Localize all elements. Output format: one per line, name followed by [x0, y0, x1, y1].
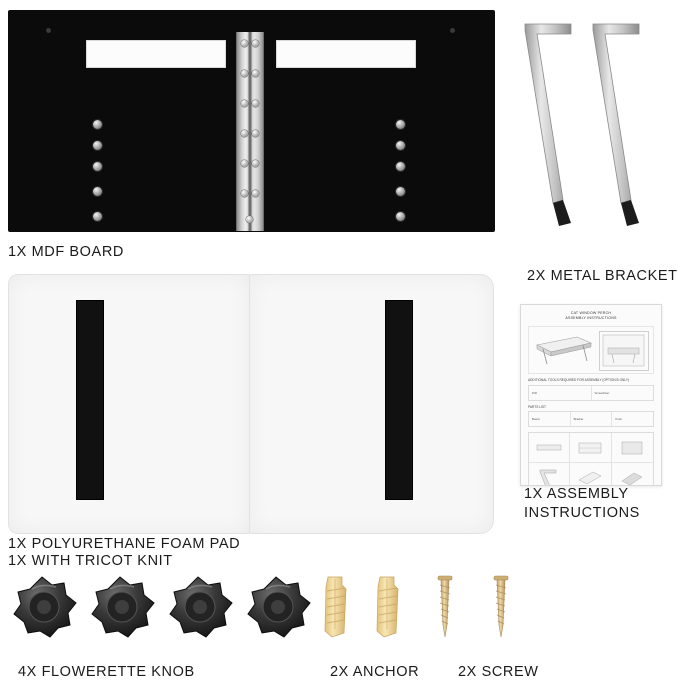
hinge-screw	[252, 160, 259, 167]
instructions-title-line2: ASSEMBLY INSTRUCTIONS	[565, 316, 617, 320]
screw-label: 2X SCREW	[458, 664, 539, 680]
hinge-screw	[252, 70, 259, 77]
instructions-step	[570, 463, 611, 486]
hinge-screw	[252, 100, 259, 107]
metal-bracket-label: 2X METAL BRACKET	[527, 268, 678, 284]
board-screw	[93, 141, 102, 150]
hardware-row	[0, 575, 679, 645]
hinge-screw	[241, 100, 248, 107]
mdf-board-label: 1X MDF BOARD	[8, 244, 124, 260]
instructions-tool-item: Drill	[529, 386, 592, 400]
anchor	[377, 577, 398, 637]
hinge-screw	[241, 190, 248, 197]
metal-bracket-part	[505, 10, 675, 235]
instructions-part-item: Bracket	[571, 412, 613, 426]
board-corner-dot	[46, 28, 51, 33]
flowerette-knob-label: 4X FLOWERETTE KNOB	[18, 664, 195, 680]
metal-bracket-illustration	[505, 10, 675, 235]
hinge-screw	[252, 190, 259, 197]
foam-pad-right-half	[249, 274, 494, 534]
foam-pad-left-half	[8, 274, 250, 534]
board-screw	[93, 187, 102, 196]
hinge-screw	[241, 70, 248, 77]
foam-pad-part	[8, 274, 492, 532]
hinge-screw	[252, 40, 259, 47]
instructions-step	[570, 433, 611, 463]
board-screw	[93, 162, 102, 171]
flowerette-knob	[170, 577, 232, 637]
foam-pad-label-line1: 1X POLYURETHANE FOAM PAD	[8, 536, 241, 552]
instructions-step	[529, 433, 570, 463]
screw	[494, 576, 508, 637]
assembly-instructions-label-line1: 1X ASSEMBLY	[524, 486, 629, 502]
board-hinge	[236, 32, 264, 231]
hinge-screw	[252, 130, 259, 137]
board-screw	[396, 141, 405, 150]
board-screw	[93, 212, 102, 221]
board-screw	[396, 120, 405, 129]
board-screw	[396, 187, 405, 196]
instructions-part-item: Knob	[615, 417, 622, 421]
instructions-step	[612, 433, 653, 463]
instructions-step	[612, 463, 653, 486]
flowerette-knob	[92, 577, 154, 637]
hinge-screw	[241, 160, 248, 167]
board-corner-dot	[450, 28, 455, 33]
flowerette-knob	[14, 577, 76, 637]
assembly-instructions-label-line2: INSTRUCTIONS	[524, 505, 640, 521]
instructions-tool-item: Screwdriver	[594, 390, 610, 395]
hinge-center-line	[249, 32, 252, 231]
velcro-strip-right	[385, 300, 413, 500]
flowerette-knob	[248, 577, 310, 637]
instructions-parts-row	[528, 411, 654, 427]
foam-pad-label-line2: 1X WITH TRICOT KNIT	[8, 553, 173, 569]
anchor	[325, 577, 346, 637]
velcro-strip-left	[76, 300, 104, 500]
hinge-screw	[241, 130, 248, 137]
instructions-perch-drawing	[533, 333, 595, 367]
instructions-step	[529, 463, 570, 486]
board-screw	[396, 162, 405, 171]
hinge-screw	[246, 216, 253, 223]
instructions-title-line1: CAT WINDOW PERCH	[570, 311, 612, 315]
mdf-board-part	[8, 10, 495, 232]
board-slot-right	[276, 40, 416, 68]
assembly-instructions-part	[520, 304, 662, 486]
instructions-tools-row	[528, 385, 654, 401]
instructions-window-drawing	[599, 331, 649, 371]
instructions-steps-grid	[528, 432, 654, 486]
instructions-parts-heading: PARTS LIST	[528, 404, 546, 409]
screw	[438, 576, 452, 637]
instructions-part-item: Board	[529, 412, 571, 426]
board-screw	[396, 212, 405, 221]
board-slot-left	[86, 40, 226, 68]
instructions-tools-heading: ADDITIONAL TOOLS REQUIRED FOR ASSEMBLY (OPTION B ONLY)	[528, 378, 630, 382]
hinge-screw	[241, 40, 248, 47]
anchor-label: 2X ANCHOR	[330, 664, 420, 680]
board-screw	[93, 120, 102, 129]
instructions-hero-figure	[528, 326, 654, 374]
